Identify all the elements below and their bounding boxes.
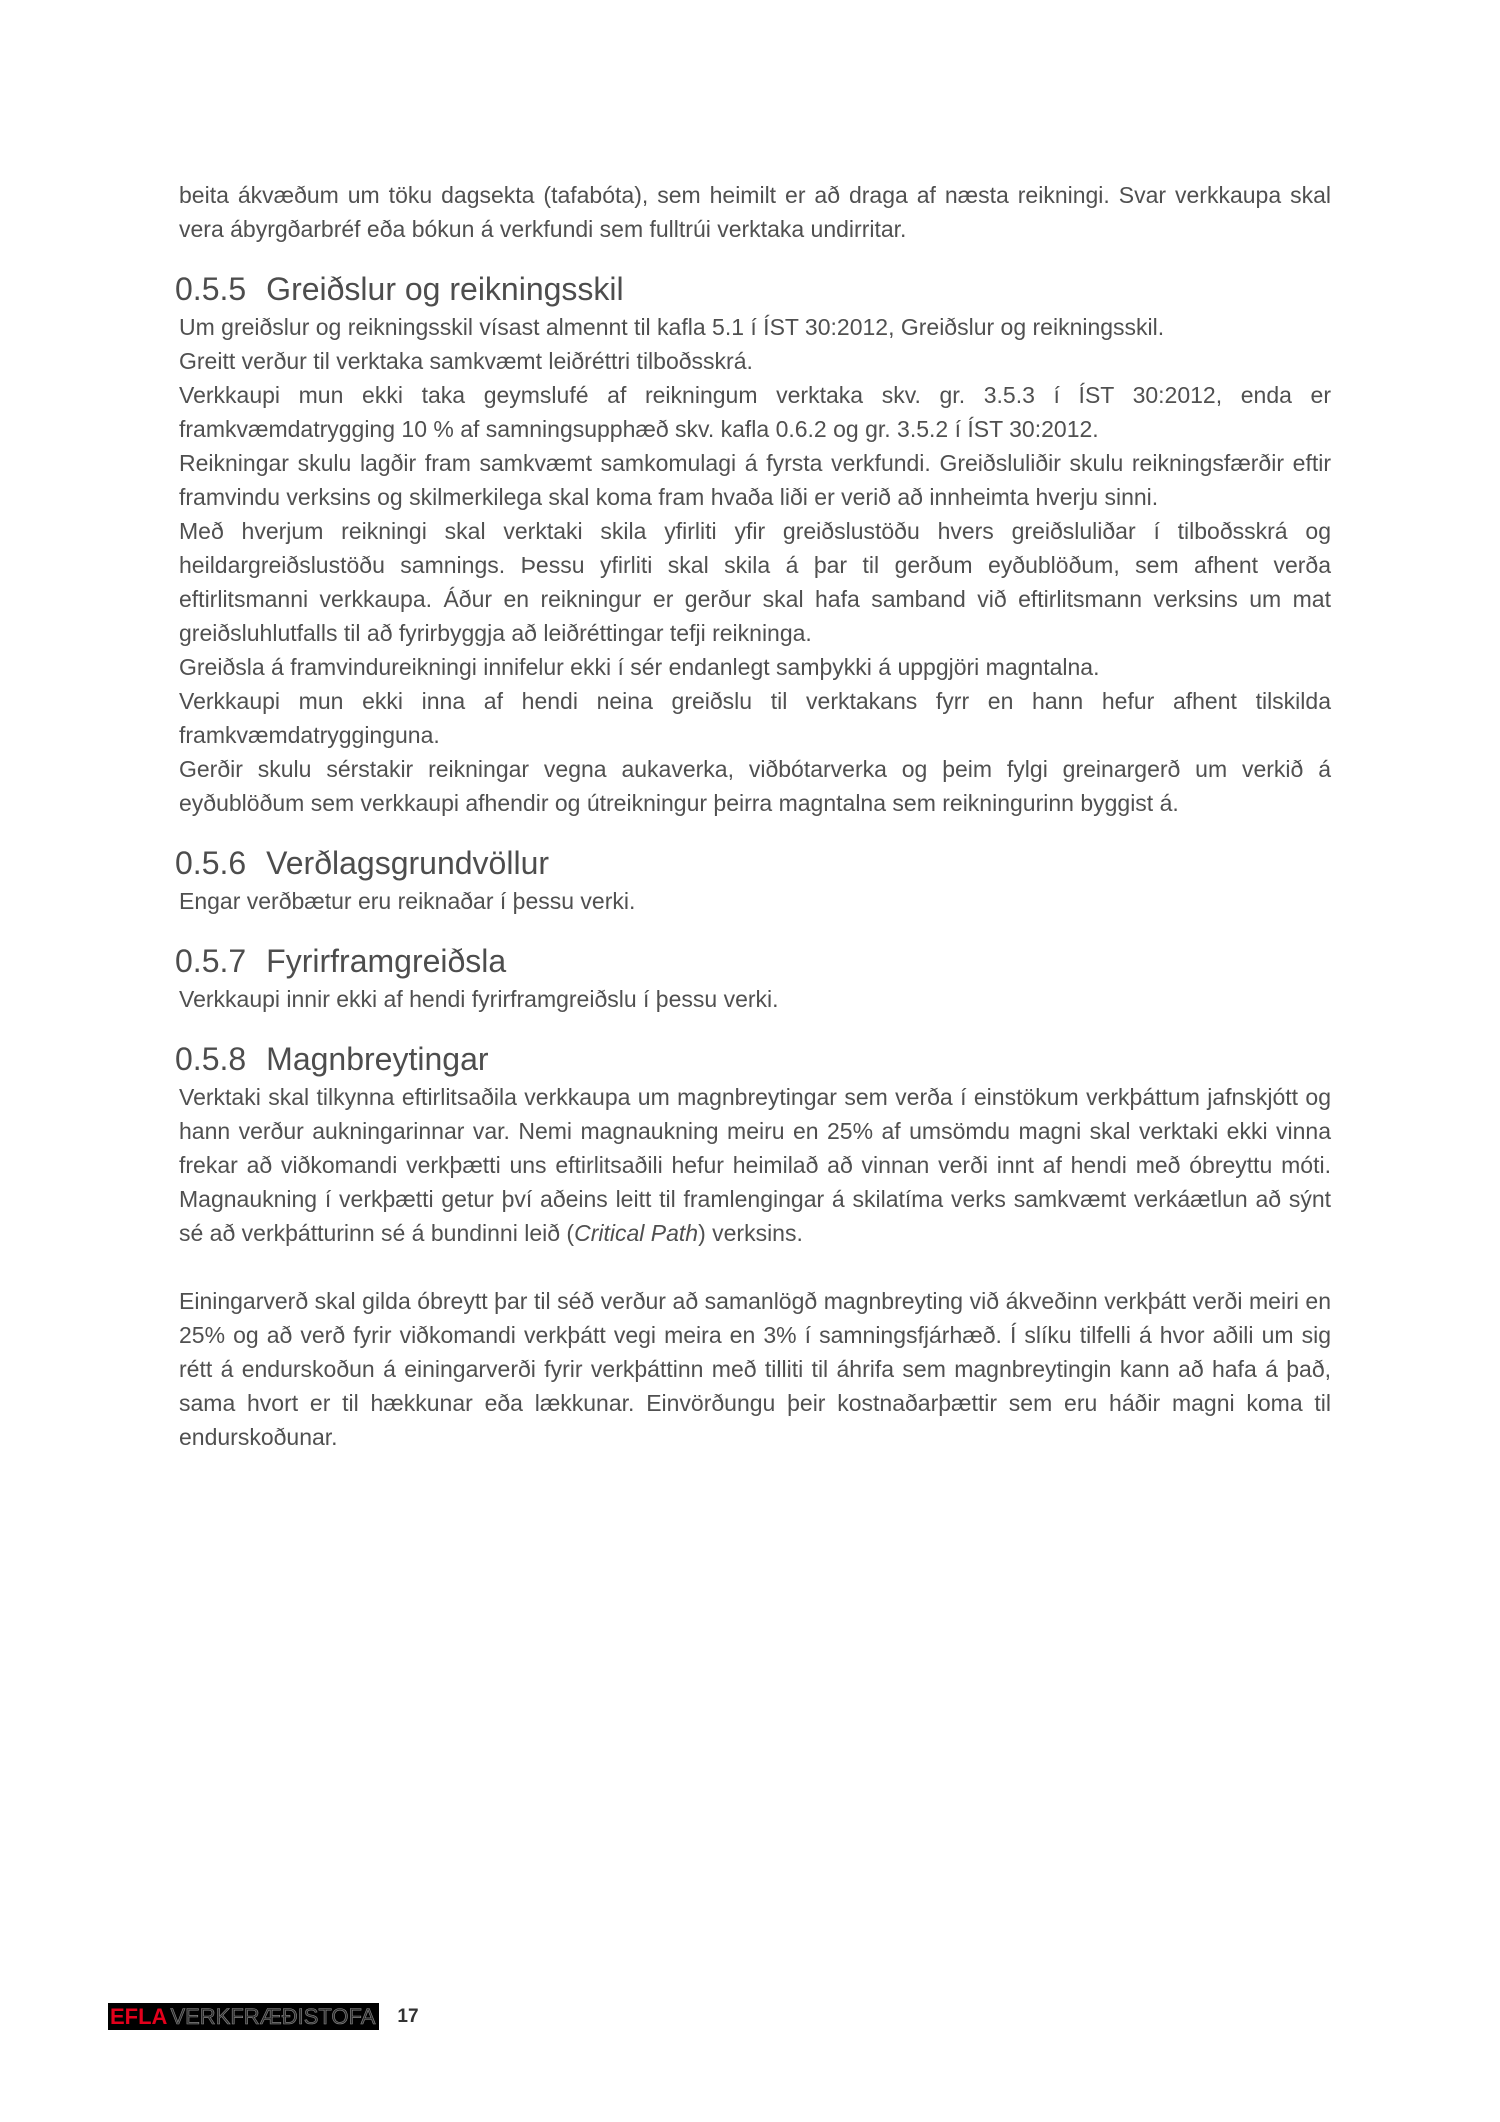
section-title: Verðlagsgrundvöllur — [266, 845, 550, 881]
paragraph: Gerðir skulu sérstakir reikningar vegna aukaverka, viðbótarverka og þeim fylgi greinargerð um verkið á eyðublöðum sem verkkaupi afhendir og útreikningur þeirra magntalna sem reikningurinn byggist á. — [179, 756, 1331, 816]
company-logo — [108, 2003, 379, 2030]
paragraph: Um greiðslur og reikningsskil vísast almennt til kafla 5.1 í ÍST 30:2012, Greiðslur og reikningsskil. — [179, 314, 1165, 340]
section-title: Fyrirframgreiðsla — [266, 943, 507, 979]
paragraph: Verkkaupi mun ekki taka geymslufé af reikningum verktaka skv. gr. 3.5.3 í ÍST 30:2012, enda er framkvæmdatrygging 10 % af samningsupphæð skv. kafla 0.6.2 og gr. 3.5.2 í ÍST 30:2012. — [179, 382, 1331, 442]
logo-brand: EFLA — [110, 2003, 168, 2029]
paragraph: Einingarverð skal gilda óbreytt þar til séð verður að samanlögð magnbreyting við ákveðinn verkþátt verði meiri en 25% og að verð fyrir viðkomandi verkþátt vegi meira en 3% í samningsfjárhæð. Í slíku tilfelli á hvor aðili um sig rétt á endurskoðun á einingarverði fyrir verkþáttinn með tilliti til áhrifa sem magnbreytingin kann að hafa á það, sama hvort er til hækkunar eða lækkunar. Einvörðungu þeir kostnaðarþættir sem eru háðir magni koma til endurskoðunar. — [179, 1288, 1331, 1450]
paragraph: Greitt verður til verktaka samkvæmt leiðréttri tilboðsskrá. — [179, 348, 753, 374]
paragraph — [179, 1080, 1331, 1250]
section-heading — [175, 268, 1331, 310]
section-number: 0.5.7 — [175, 943, 247, 979]
section-heading — [175, 1038, 1331, 1080]
logo-subtitle: VERKFRÆÐISTOFA — [170, 2003, 376, 2029]
paragraph-spacer — [179, 1250, 1331, 1284]
page-footer — [108, 2003, 419, 2030]
section-0-5-5 — [175, 268, 1331, 820]
section-title: Greiðslur og reikningsskil — [266, 271, 624, 307]
intro-paragraph: beita ákvæðum um töku dagsekta (tafabóta), sem heimilt er að draga af næsta reikningi. Svar verkkaupa skal vera ábyrgðarbréf eða bókun á verkfundi sem fulltrúi verktaka undirritar. — [179, 182, 1331, 242]
paragraph-text: ) verksins. — [698, 1220, 803, 1246]
section-number: 0.5.5 — [175, 271, 247, 307]
section-0-5-7 — [175, 940, 1331, 1016]
paragraph: Með hverjum reikningi skal verktaki skila yfirliti yfir greiðslustöðu hvers greiðsluliðar í tilboðsskrá og heildargreiðslustöðu samnings. Þessu yfirliti skal skila á þar til gerðum eyðublöðum, sem afhent verða eftirlitsmanni verkkaupa. Áður en reikningur er gerður skal hafa samband við eftirlitsmann verksins um mat greiðsluhlutfalls til að fyrirbyggja að leiðréttingar tefji reikninga. — [179, 518, 1331, 646]
section-number: 0.5.6 — [175, 845, 247, 881]
paragraph: Greiðsla á framvindureikningi innifelur ekki í sér endanlegt samþykki á uppgjöri magntalna. — [179, 654, 1100, 680]
section-number: 0.5.8 — [175, 1041, 247, 1077]
paragraph: Engar verðbætur eru reiknaðar í þessu verki. — [179, 888, 636, 914]
italic-term: Critical Path — [574, 1220, 699, 1246]
paragraph-text: Verktaki skal tilkynna eftirlitsaðila verkkaupa um magnbreytingar sem verða í einstökum verkþáttum jafnskjótt og hann verður aukningarinnar var. Nemi magnaukning meiru en 25% af umsömdu magni skal verktaki ekki vinna frekar að viðkomandi verkþætti uns eftirlitsaðili hefur heimilað að vinnan verði innt af hendi með óbreyttu móti. Magnaukning í verkþætti getur því aðeins leitt til framlengingar á skilatíma verks samkvæmt verkáætlun að sýnt sé að verkþátturinn sé á bundinni leið ( — [179, 1084, 1331, 1246]
paragraph: Verkkaupi innir ekki af hendi fyrirframgreiðslu í þessu verki. — [179, 986, 779, 1012]
page-number: 17 — [397, 2005, 419, 2027]
section-0-5-8 — [175, 1038, 1331, 1454]
document-body — [175, 178, 1331, 1454]
section-0-5-6 — [175, 842, 1331, 918]
section-heading — [175, 940, 1331, 982]
paragraph: Reikningar skulu lagðir fram samkvæmt samkomulagi á fyrsta verkfundi. Greiðsluliðir skulu reikningsfærðir eftir framvindu verksins og skilmerkilega skal koma fram hvaða liði er verið að innheimta hverju sinni. — [179, 450, 1331, 510]
section-heading — [175, 842, 1331, 884]
paragraph: Verkkaupi mun ekki inna af hendi neina greiðslu til verktakans fyrr en hann hefur afhent tilskilda framkvæmdatrygginguna. — [179, 688, 1331, 748]
section-title: Magnbreytingar — [266, 1041, 489, 1077]
